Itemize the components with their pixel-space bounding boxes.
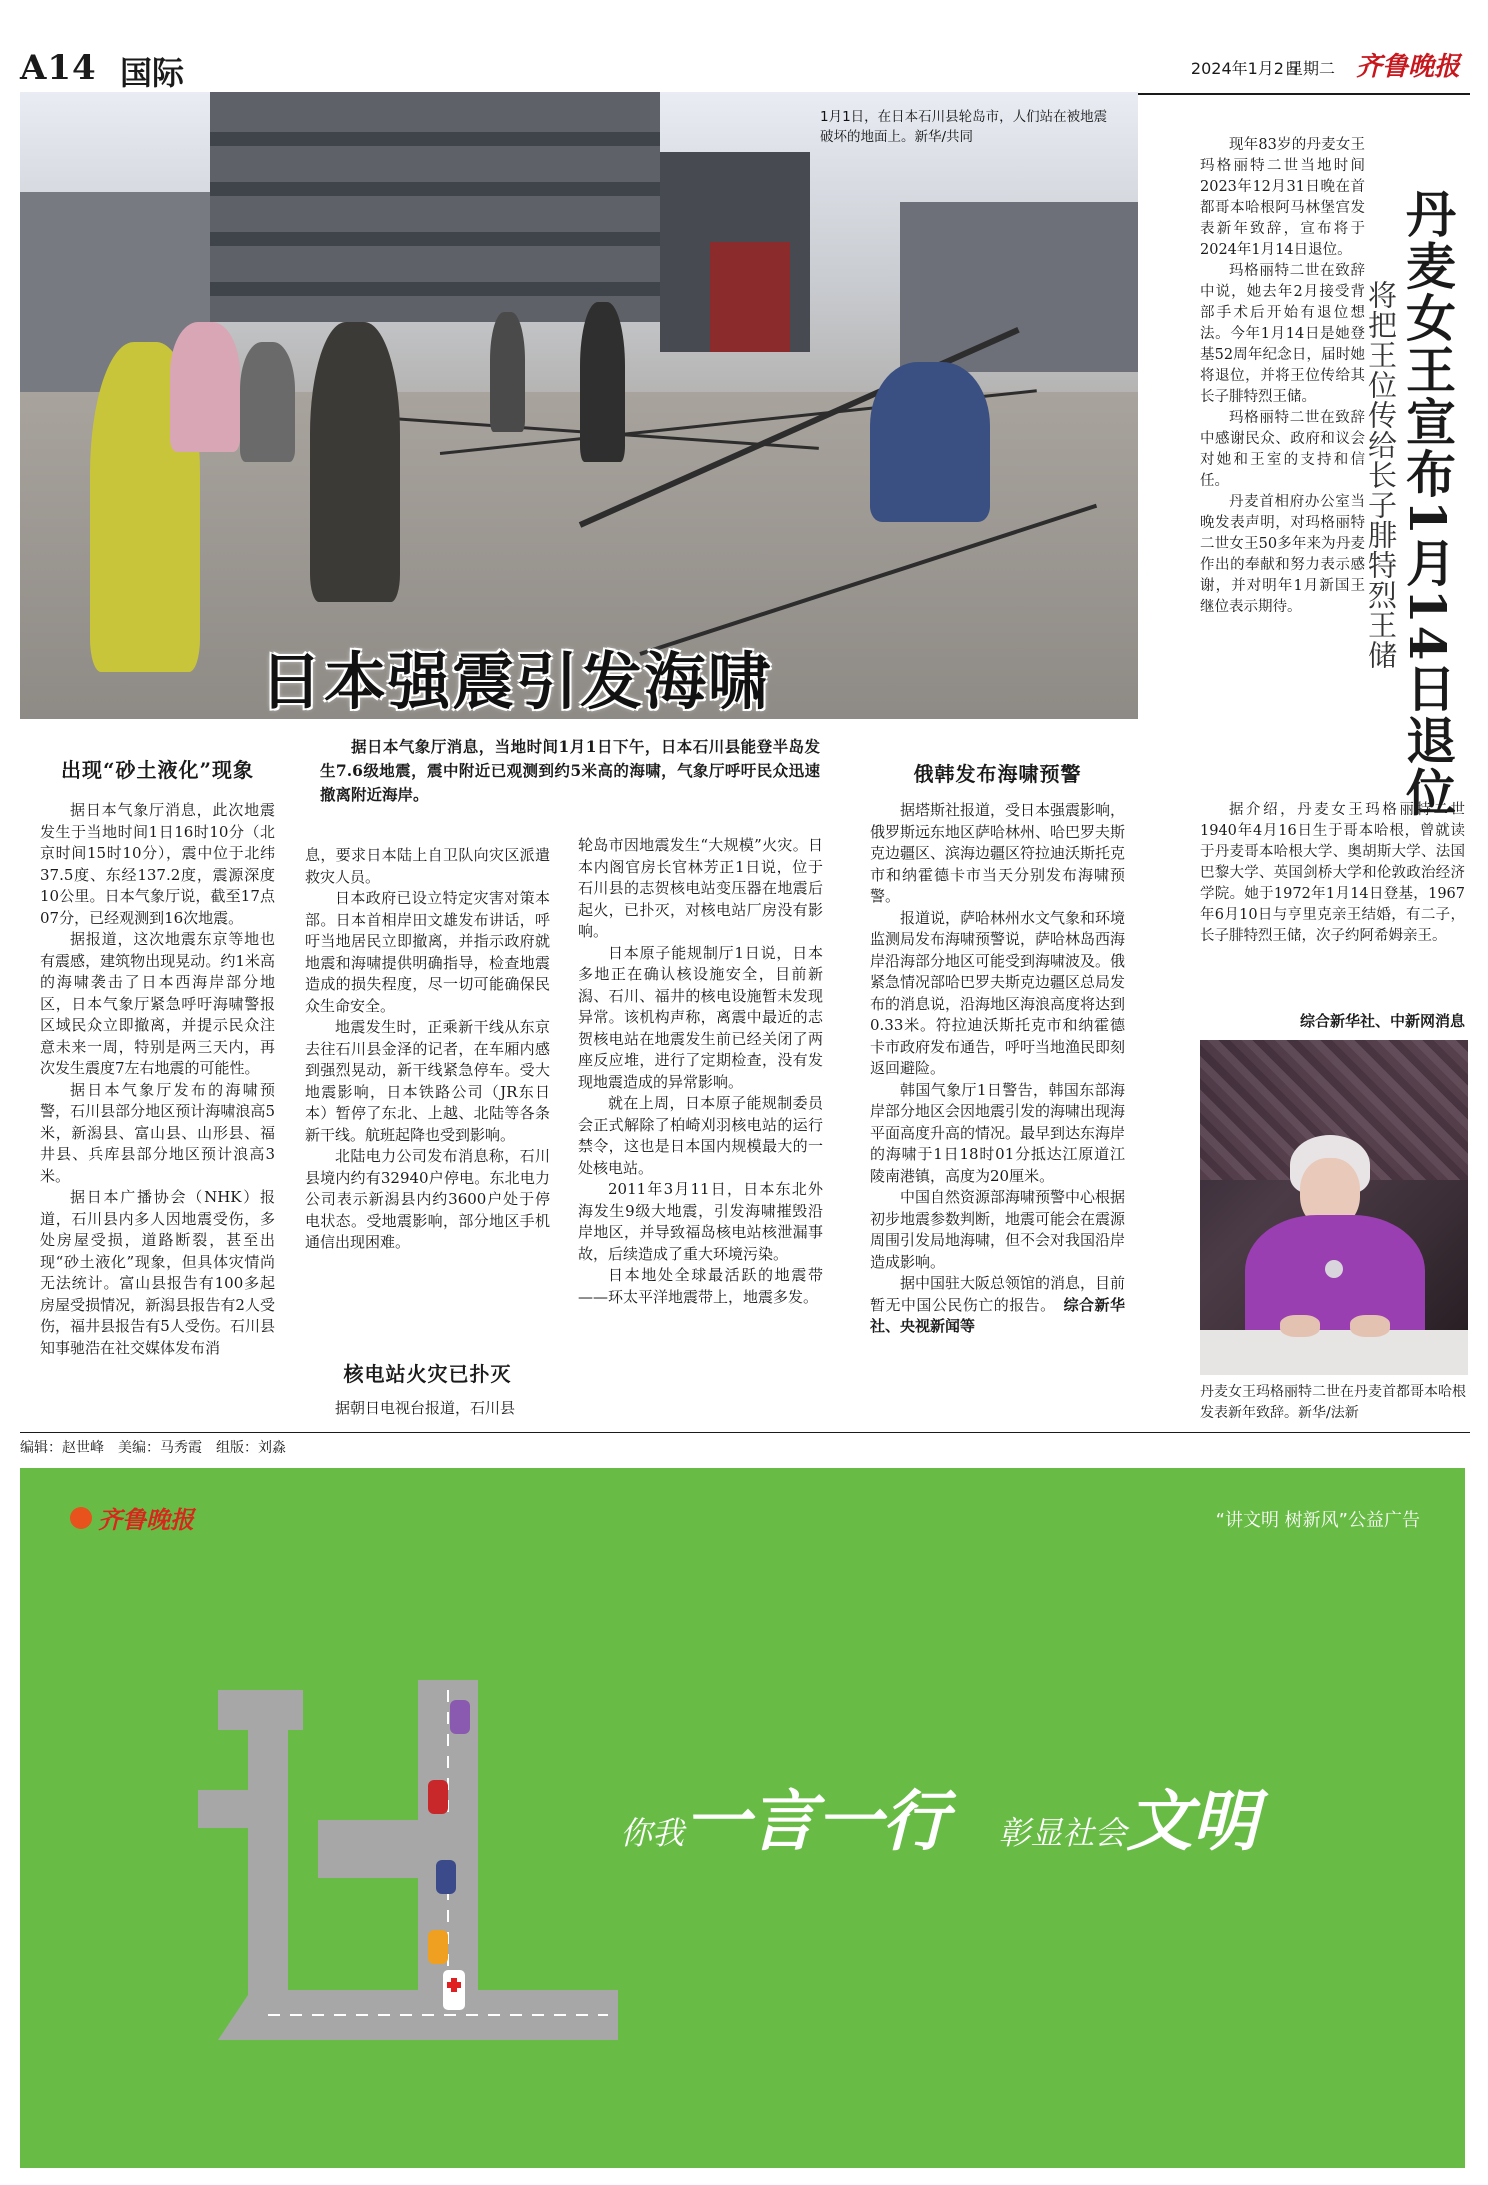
issue-weekday: 星期二 <box>1286 59 1335 78</box>
editor-credits: 编辑：赵世峰 美编：马秀霞 组版：刘淼 <box>20 1440 286 1456</box>
ad-slogan: “讲文明 树新风”公益广告 <box>1215 1510 1420 1531</box>
article-column-3 <box>578 835 823 1308</box>
article-paragraph: 据介绍，丹麦女王玛格丽特二世1940年4月16日生于哥本哈根，曾就读于丹麦哥本哈根大学、奥胡斯大学、法国巴黎大学、英国剑桥大学和伦敦政治经济学院。她于1972年1月14日登基，1967年6月10日与亨里克亲王结婚，有二子，长子腓特烈王储，次子约阿希姆亲王。 <box>1200 802 1465 944</box>
car-icon <box>450 1700 470 1734</box>
logo-mark-icon <box>70 1507 92 1529</box>
denmark-subheadline: 将把王位传给长子腓特烈王储 <box>1364 280 1398 670</box>
queen-photo <box>1200 1040 1468 1375</box>
article-paragraph: 轮岛市因地震发生“大规模”火灾。日本内阁官房长官林芳正1日说，位于石川县的志贺核电站变压器在地震后起火，已扑灭，对核电站厂房没有影响。 <box>578 836 823 940</box>
article-paragraph: 中国自然资源部海啸预警中心根据初步地震参数判断，地震可能会在震源周围引发局地海啸，但不会对我国沿岸造成影响。 <box>870 1188 1126 1271</box>
article-paragraph: 丹麦首相府办公室当晚发表声明，对玛格丽特二世女王50多年来为丹麦作出的奉献和努力表示感谢，并对明年1月新国王继位表示期待。 <box>1200 494 1365 615</box>
article-credit: 综合新华社、央视新闻等 <box>870 1295 1125 1335</box>
main-headline: 日本强震引发海啸 <box>260 645 773 718</box>
subsection-title: 俄韩发布海啸预警 <box>913 762 1082 786</box>
article-lead: 据日本气象厅消息，当地时间1月1日下午，日本石川县能登半岛发生7.6级地震，震中附近已观测到约5米高的海啸，气象厅呼吁民众迅速撤离附近海岸。 <box>320 737 820 804</box>
denmark-headline: 丹麦女王宣布1月14日退位 <box>1398 188 1457 819</box>
ad-logo <box>70 1500 194 1535</box>
page-number: A14 <box>20 48 97 88</box>
article-paragraph: 日本政府已设立特定灾害对策本部。日本首相岸田文雄发布讲话，呼吁当地居民立即撤离，并指示政府就地震和海啸提供明确指导，检查地震造成的损失程度，尽一切可能确保民众生命安全。 <box>305 889 550 1015</box>
page-header <box>20 40 1470 95</box>
article-text: 据中国驻大阪总领馆的消息，目前暂无中国公民伤亡的报告。 <box>870 1274 1126 1314</box>
ad-tagline-part: 彰显社会 <box>998 1814 1127 1852</box>
article-column-4 <box>870 800 1125 1338</box>
subsection-title: 核电站火灾已扑灭 <box>343 1362 512 1386</box>
denmark-credit: 综合新华社、中新网消息 <box>1299 1012 1465 1030</box>
article-paragraph: 现年83岁的丹麦女王玛格丽特二世当地时间2023年12月31日晚在首都哥本哈根阿马林堡宫发表新年致辞，宣布将于2024年1月14日退位。 <box>1200 137 1365 258</box>
ad-tagline <box>620 1768 1258 1863</box>
ad-tagline-part: 你我 <box>620 1814 685 1852</box>
subsection-title: 出现“砂土液化”现象 <box>60 758 254 782</box>
article-paragraph: 就在上周，日本原子能规制委员会正式解除了柏崎刈羽核电站的运行禁令，这也是日本国内规模最大的一处核电站。 <box>578 1094 823 1177</box>
article-paragraph <box>870 1273 1125 1338</box>
article-paragraph: 地震发生时，正乘新干线从东京去往石川县金泽的记者，在车厢内感到强烈晃动，新干线紧急停车。受大地震影响，日本铁路公司（JR东日本）暂停了东北、上越、北陆等各条新干线。航班起降也受到影响。 <box>305 1018 550 1144</box>
earthquake-photo <box>20 92 1138 719</box>
photo-caption: 1月1日，在日本石川县轮岛市，人们站在被地震破坏的地面上。新华/共同 <box>820 109 1108 145</box>
article-paragraph: 日本原子能规制厅1日说，日本多地正在确认核设施安全，目前新潟、石川、福井的核电设施暂未发现异常。该机构声称，离震中最近的志贺核电站在地震发生前已经关闭了两座反应堆，进行了定期检查，没有发现地震造成的异常影响。 <box>578 943 823 1091</box>
photo-building <box>900 202 1138 372</box>
article-paragraph: 据日本广播协会（NHK）报道，石川县内多人因地震受伤，多处房屋受损，道路断裂，甚至出现“砂土液化”现象，但具体灾情尚无法统计。富山县报告有100多起房屋受损情况，新潟县报告有2人受伤，福井县报告有5人受伤。石川县知事驰浩在社交媒体发布消 <box>40 1188 275 1357</box>
article-paragraph: 报道说，萨哈林州水文气象和环境监测局发布海啸预警说，萨哈林岛西海岸沿海部分地区可能受到海啸波及。俄紧急情况部哈巴罗夫斯克边疆区总局发布的消息说，沿海地区海浪高度将达到0.33米。符拉迪沃斯托克市和纳霍德卡市政府发布通告，呼吁当地渔民即刻返回避险。 <box>870 908 1126 1077</box>
article-paragraph: 韩国气象厅1日警告，韩国东部海岸部分地区会因地震引发的海啸出现海平面高度升高的情况。最早到达东海岸的海啸于1日18时01分抵达江原道江陵南港镇，高度为20厘米。 <box>870 1080 1126 1185</box>
article-paragraph: 据日本气象厅发布的海啸预警，石川县部分地区预计海啸浪高5米，新潟县、富山县、山形县、福井县、兵库县部分地区预计浪高3米。 <box>40 1080 275 1185</box>
article-paragraph: 据报道，这次地震东京等地也有震感，建筑物出现晃动。约1米高的海啸袭击了日本西海岸部分地区，日本气象厅紧急呼吁海啸警报区域民众立即撤离，并提示民众注意未来一周，特别是两三天内，再次发生震度7左右地震的可能性。 <box>40 930 275 1077</box>
article-paragraph: 2011年3月11日，日本东北外海发生9级大地震，引发海啸摧毁沿岸地区，并导致福岛核电站核泄漏事故，后续造成了重大环境污染。 <box>578 1180 823 1263</box>
article-paragraph: 据塔斯社报道，受日本强震影响，俄罗斯远东地区萨哈林州、哈巴罗夫斯克边疆区、滨海边疆区符拉迪沃斯托克市和纳霍德卡市当天分别发布海啸预警。 <box>870 801 1126 905</box>
section-name: 国际 <box>120 54 185 92</box>
car-icon <box>428 1930 448 1964</box>
car-icon <box>428 1780 448 1814</box>
ad-tagline-emphasis: 文明 <box>1126 1782 1259 1860</box>
article-column-2 <box>305 845 550 1254</box>
denmark-article-continued <box>1200 800 1465 947</box>
issue-date: 2024年1月2日 <box>1190 59 1300 78</box>
rang-character-graphic <box>198 1680 618 2060</box>
article-paragraph: 据日本气象厅消息，此次地震发生于当地时间1日16时10分（北京时间15时10分），震中位于北纬37.5度、东经137.2度，震源深度10公里。日本气象厅说，截至17点07分，已经观测到16次地震。 <box>40 801 275 927</box>
ad-tagline-emphasis: 一言一行 <box>684 1782 949 1860</box>
article-column-1 <box>40 758 275 1359</box>
denmark-article <box>1200 135 1365 618</box>
article-paragraph: 玛格丽特二世在致辞中说，她去年2月接受背部手术后开始有退位想法。今年1月14日是她登基52周年纪念日，届时她将退位，并将王位传给其长子腓特烈王储。 <box>1200 263 1365 405</box>
article-paragraph: 北陆电力公司发布消息称，石川县境内约有32940户停电。东北电力公司表示新潟县内约3600户处于停电状态。受地震影响，部分地区手机通信出现困难。 <box>305 1147 550 1251</box>
article-paragraph: 玛格丽特二世在致辞中感谢民众、政府和议会对她和王室的支持和信任。 <box>1200 410 1365 489</box>
queen-photo-caption: 丹麦女王玛格丽特二世在丹麦首都哥本哈根发表新年致辞。新华/法新 <box>1200 1384 1466 1421</box>
photo-building <box>210 92 660 322</box>
article-paragraph: 日本地处全球最活跃的地震带——环太平洋地震带上，地震多发。 <box>578 1266 823 1306</box>
article-paragraph: 据朝日电视台报道，石川县 <box>335 1399 516 1417</box>
car-icon <box>436 1860 456 1894</box>
article-column-2-continued <box>305 1398 550 1420</box>
masthead-logo: 齐鲁晚报 <box>1355 52 1460 82</box>
photo-building <box>710 242 790 352</box>
public-service-ad <box>20 1468 1465 2168</box>
divider <box>20 1432 1470 1433</box>
article-paragraph: 息，要求日本陆上自卫队向灾区派遣救灾人员。 <box>305 846 550 886</box>
ad-logo-text: 齐鲁晚报 <box>98 1505 194 1534</box>
